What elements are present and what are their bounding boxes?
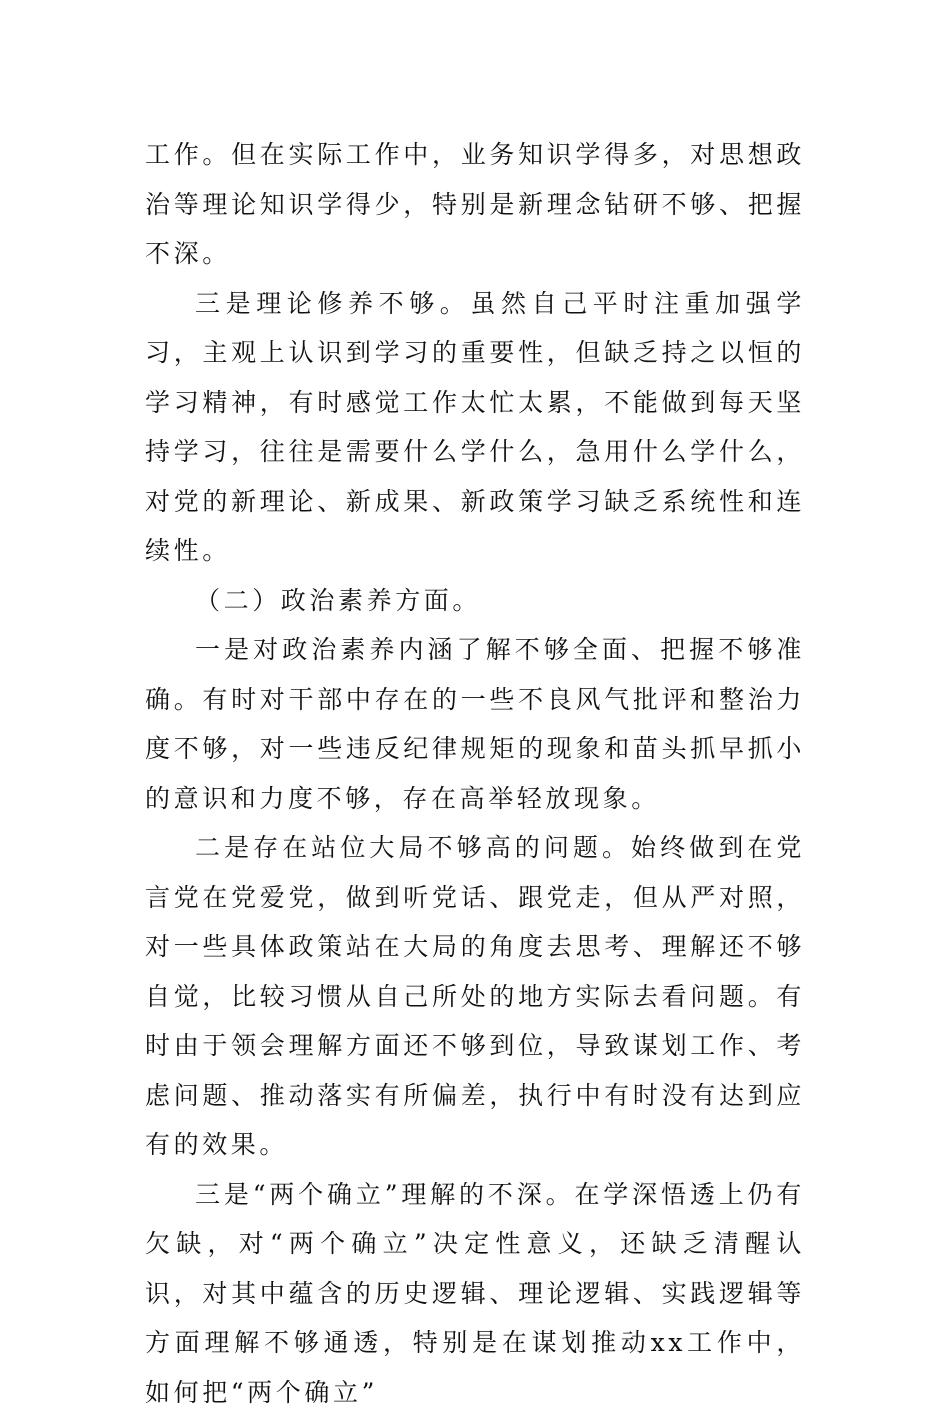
paragraph-2: 三是理论修养不够。虽然自己平时注重加强学习，主观上认识到学习的重要性，但缺乏持之以恒的学习精神，有时感觉工作太忙太累，不能做到每天坚持学习，往往是需要什么学什么，急用什么学什么，对党的新理论、新成果、新政策学习缺乏系统性和连续性。 [145,279,805,576]
document-body [145,130,805,1417]
paragraph-5: 三是“两个确立”理解的不深。在学深悟透上仍有欠缺，对“两个确立”决定性意义，还缺乏清醒认识，对其中蕴含的历史逻辑、理论逻辑、实践逻辑等方面理解不够通透，特别是在谋划推动xx工作中，如何把“两个确立” [145,1170,805,1417]
paragraph-3: 一是对政治素养内涵了解不够全面、把握不够准确。有时对干部中存在的一些不良风气批评和整治力度不够，对一些违反纪律规矩的现象和苗头抓早抓小的意识和力度不够，存在高举轻放现象。 [145,625,805,823]
section-heading: （二）政治素养方面。 [145,576,805,626]
paragraph-1: 工作。但在实际工作中，业务知识学得多，对思想政治等理论知识学得少，特别是新理念钻研不够、把握不深。 [145,130,805,279]
paragraph-4: 二是存在站位大局不够高的问题。始终做到在党言党在党爱党，做到听党话、跟党走，但从严对照，对一些具体政策站在大局的角度去思考、理解还不够自觉，比较习惯从自己所处的地方实际去看问题。有时由于领会理解方面还不够到位，导致谋划工作、考虑问题、推动落实有所偏差，执行中有时没有达到应有的效果。 [145,823,805,1170]
